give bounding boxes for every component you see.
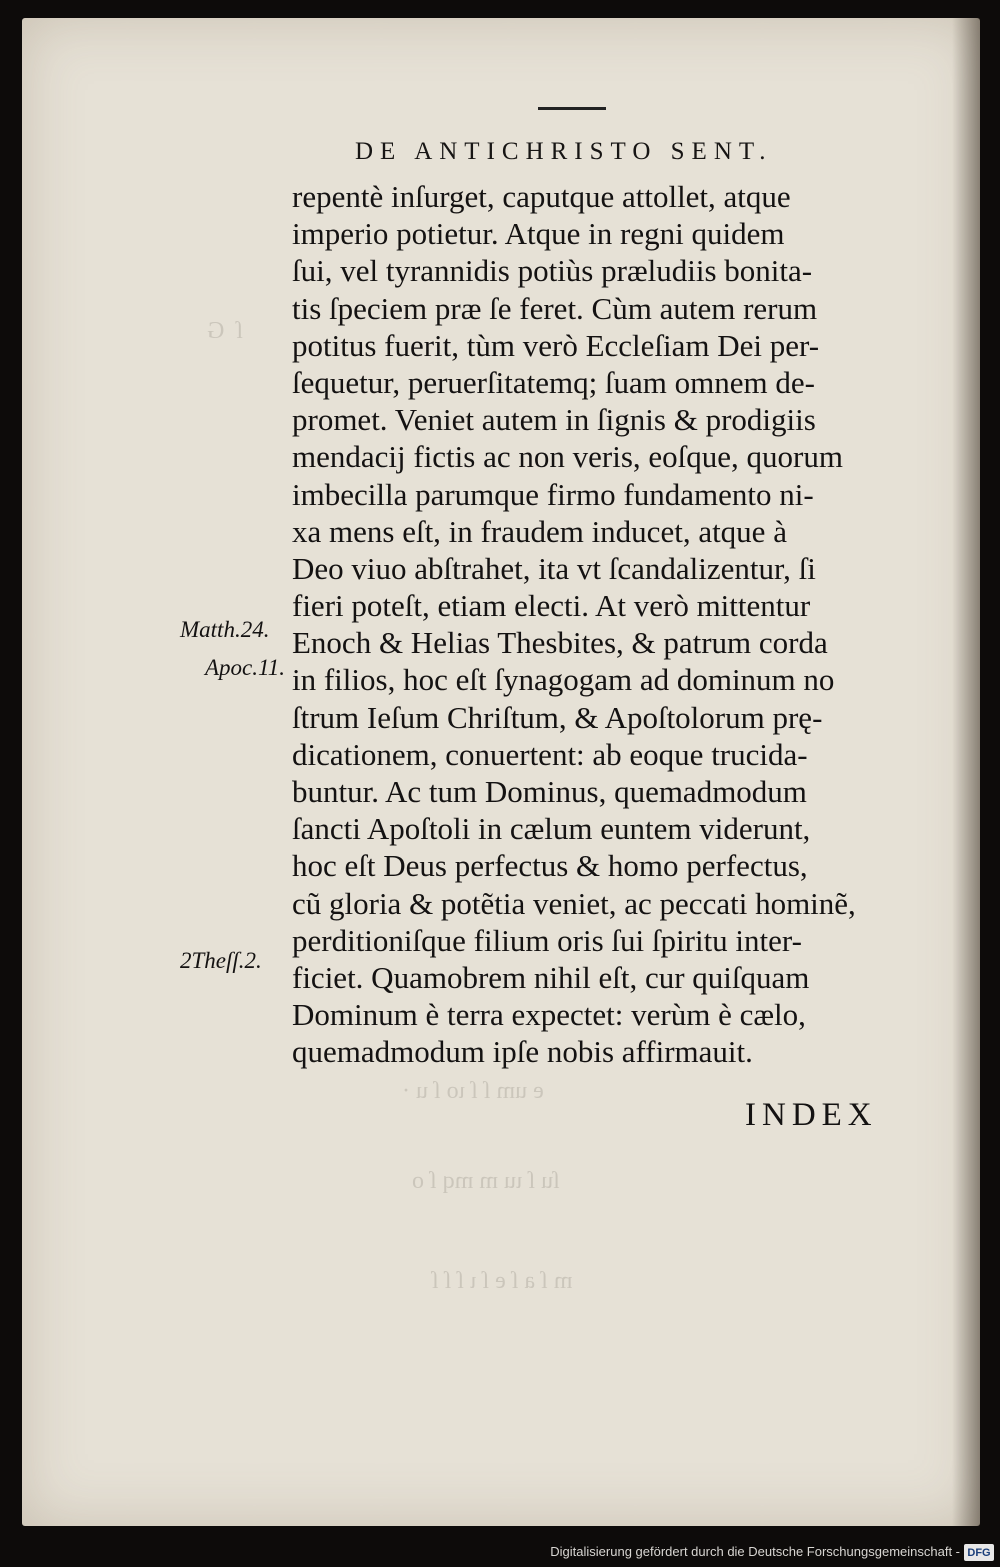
text-line: potitus fuerit, tùm verò Eccleſiam Dei per- — [292, 327, 820, 363]
text-line: promet. Veniet autem in ſignis & prodigiis — [292, 402, 816, 438]
text-line: repentè inſurget, caputque attollet, atque — [292, 179, 791, 214]
marginal-note-apocalypse: Apoc.11. — [205, 655, 286, 680]
text-line: Dominum è terra expectet: verùm è cælo, — [292, 997, 806, 1033]
text-line: imbecilla parumque firmo fundamento ni- — [292, 476, 814, 512]
marginal-note-matthew: Matth.24. — [180, 617, 270, 642]
running-head: DE ANTICHRISTO SENT. — [355, 138, 773, 165]
text-line: ſequetur, peruerſitatemq; ſuam omnem de- — [292, 364, 815, 400]
text-line: xa mens eſt, in fraudem inducet, atque à — [292, 513, 787, 549]
text-line: dicationem, conuertent: ab eoque trucida- — [292, 736, 808, 772]
text-line: fieri poteſt, etiam electi. At verò mittentur — [292, 588, 811, 624]
text-line: quemadmodum ipſe nobis affirmauit. — [292, 1034, 753, 1070]
show-through-text: ſ G — [207, 318, 243, 344]
head-rule — [538, 107, 606, 110]
text-line: ſui, vel tyrannidis potiùs præludiis bonita- — [292, 253, 813, 289]
page-gutter-shadow — [952, 18, 980, 1526]
text-line: ſtrum Ieſum Chriſtum, & Apoſtolorum prę- — [292, 699, 823, 735]
text-line: in filios, hoc eſt ſynagogam ad dominum no — [292, 662, 835, 698]
dfg-logo: DFG — [964, 1544, 994, 1561]
show-through-text: ſu ſ ιu m mq ſ o — [412, 1168, 560, 1194]
show-through-text: m ſ a ſ e ſ ι ſ ſ ſ — [432, 1268, 573, 1294]
text-line: cũ gloria & potẽtia veniet, ac peccati hominẽ, — [292, 885, 856, 921]
text-line: hoc eſt Deus perfectus & homo perfectus, — [292, 848, 808, 884]
text-line: ficiet. Quamobrem nihil eſt, cur quiſquam — [292, 959, 810, 995]
text-line: Enoch & Helias Thesbites, & patrum corda — [292, 625, 828, 661]
show-through-text: e um ſ ſ ιo ſ u · — [402, 1078, 544, 1104]
body-text — [292, 178, 917, 1071]
catchword: INDEX — [745, 1097, 878, 1133]
text-line: Deo viuo abſtrahet, ita vt ſcandalizentur, ſi — [292, 550, 816, 586]
text-line: mendacij fictis ac non veris, eoſque, quorum — [292, 439, 843, 475]
text-line: ſancti Apoſtoli in cælum euntem viderunt, — [292, 811, 811, 847]
text-line: perditioniſque filium oris ſui ſpiritu inter- — [292, 922, 802, 958]
text-line: imperio potietur. Atque in regni quidem — [292, 216, 785, 252]
text-line: buntur. Ac tum Dominus, quemadmodum — [292, 774, 807, 809]
footer-credit: Digitalisierung gefördert durch die Deutsche Forschungsgemeinschaft - — [550, 1544, 960, 1559]
marginal-note-thessalonians: 2Theſſ.2. — [180, 948, 262, 973]
text-line: tis ſpeciem præ ſe feret. Cùm autem rerum — [292, 290, 818, 326]
